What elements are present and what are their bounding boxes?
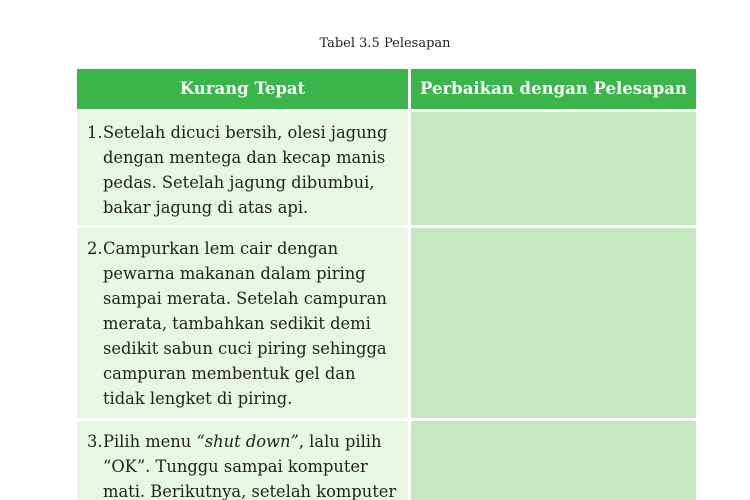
item-text-line: Setelah dicuci bersih, olesi jagung: [103, 123, 388, 142]
item-text-line: [103, 429, 400, 454]
item-text-line: pedas. Setelah jagung dibumbui,: [103, 173, 375, 192]
item-text-line: campuran membentuk gel dan: [103, 364, 356, 383]
item-text-line: bakar jagung di atas api.: [103, 198, 309, 217]
list-item: [77, 421, 408, 500]
table-header-row: [77, 69, 696, 109]
pelesapan-table: [77, 69, 696, 500]
header-kurang-tepat: Kurang Tepat: [77, 69, 408, 109]
item-text-line: dengan mentega dan kecap manis: [103, 148, 386, 167]
item-text-suffix: , lalu pilih: [298, 432, 382, 451]
kurang-tepat-cell: [77, 421, 408, 500]
table-caption: Tabel 3.5 Pelesapan: [319, 36, 451, 51]
kurang-tepat-cell: [77, 228, 408, 418]
item-text-line: tidak lengket di piring.: [103, 389, 293, 408]
list-item: [77, 112, 408, 220]
table-row: [77, 112, 696, 225]
item-number: 3.: [87, 432, 103, 451]
perbaikan-cell: [411, 228, 696, 418]
item-text-line: merata, tambahkan sedikit demi: [103, 314, 371, 333]
table-row: [77, 421, 696, 500]
item-number: 2.: [87, 239, 103, 258]
item-text-line: sedikit sabun cuci piring sehingga: [103, 339, 387, 358]
header-perbaikan: Perbaikan dengan Pelesapan: [411, 69, 696, 109]
table-row: [77, 228, 696, 418]
perbaikan-cell: [411, 421, 696, 500]
item-text-line: “OK”. Tunggu sampai komputer: [103, 457, 368, 476]
item-number: 1.: [87, 123, 103, 142]
item-text-line: Campurkan lem cair dengan: [103, 239, 339, 258]
list-item: [77, 228, 408, 411]
item-text-italic: “shut down”: [196, 432, 299, 451]
item-text-line: sampai merata. Setelah campuran: [103, 289, 387, 308]
item-text-prefix: Pilih menu: [103, 432, 197, 451]
perbaikan-cell: [411, 112, 696, 225]
item-text-line: mati. Berikutnya, setelah komputer: [103, 482, 397, 500]
item-text-line: pewarna makanan dalam piring: [103, 264, 366, 283]
kurang-tepat-cell: [77, 112, 408, 225]
